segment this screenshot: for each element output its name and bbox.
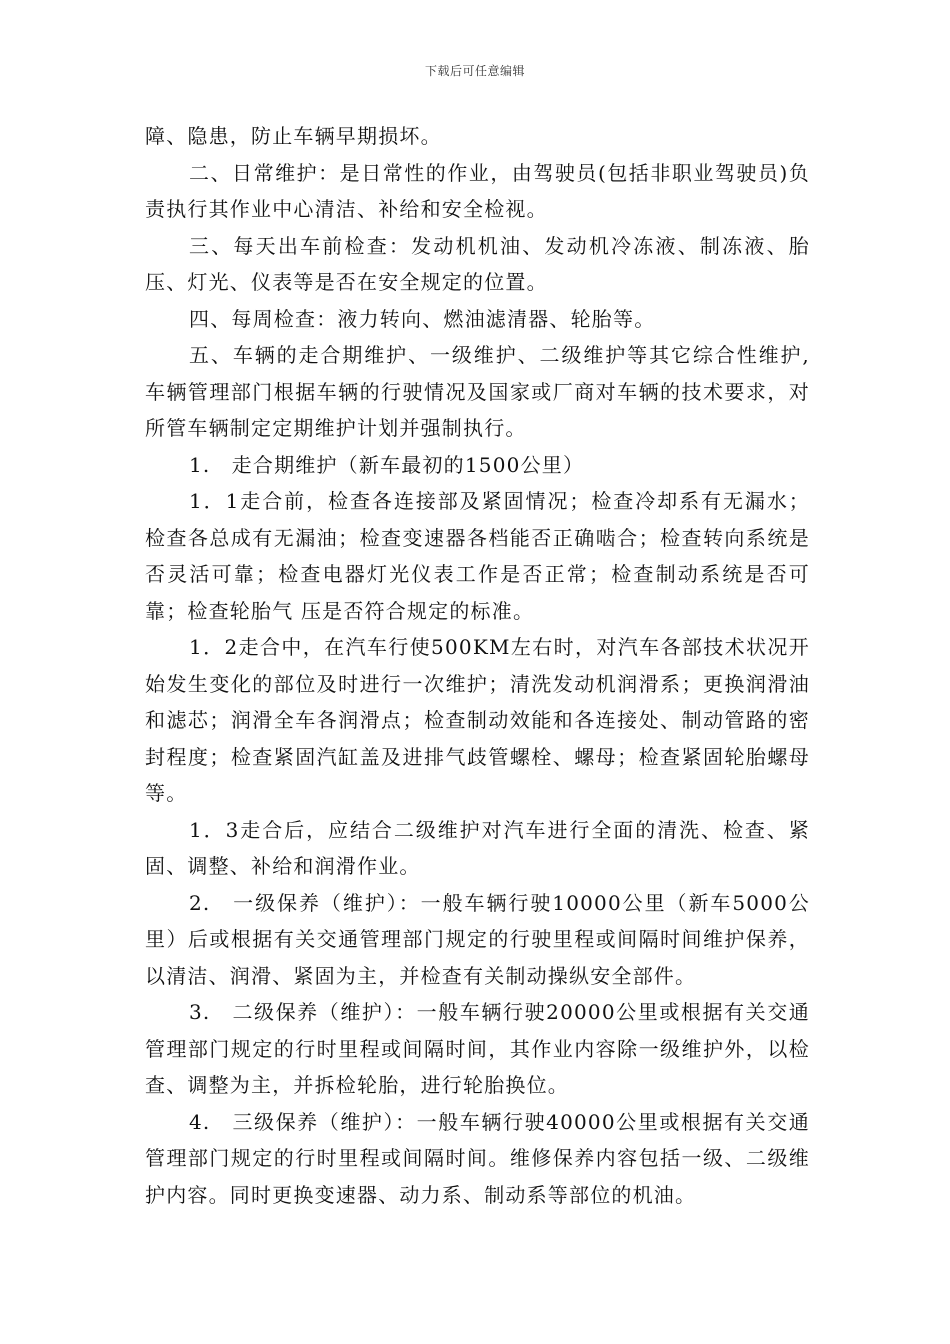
paragraph: 四、每周检查：液力转向、燃油滤清器、轮胎等。	[189, 306, 656, 331]
paragraph: 二、日常维护：是日常性的作业，由驾驶员(包括非职业驾驶员)负责执行其作业中心清洁、补给和安全检视。	[145, 160, 810, 221]
paragraph: 3. 二级保养（维护）：一般车辆行驶20000公里或根据有关交通管理部门规定的行时里程或间隔时间，其作业内容除一级维护外，以检查、调整为主，并拆检轮胎，进行轮胎换位。	[145, 1000, 810, 1097]
paragraph: 1. 走合期维护（新车最初的1500公里）	[189, 452, 585, 477]
paragraph: 2. 一级保养（维护）：一般车辆行驶10000公里（新车5000公里）后或根据有关交通管理部门规定的行驶里程或间隔时间维护保养，以清洁、润滑、紧固为主，并检查有关制动操纵安全部件。	[145, 890, 810, 988]
header-note: 下载后可任意编辑	[424, 64, 525, 78]
document-body	[145, 118, 810, 1213]
paragraph: 1．3走合后，应结合二级维护对汽车进行全面的清洗、检查、紧固、调整、补给和润滑作业。	[145, 817, 810, 878]
paragraph: 4. 三级保养（维护）：一般车辆行驶40000公里或根据有关交通管理部门规定的行时里程或间隔时间。维修保养内容包括一级、二级维护内容。同时更换变速器、动力系、制动系等部位的机油。	[145, 1109, 810, 1207]
paragraph: 障、隐患，防止车辆早期损坏。	[145, 124, 442, 148]
paragraph: 五、车辆的走合期维护、一级维护、二级维护等其它综合性维护,车辆管理部门根据车辆的行驶情况及国家或厂商对车辆的技术要求，对所管车辆制定定期维护计划并强制执行。	[145, 343, 810, 440]
paragraph: 1．2走合中，在汽车行使500KM左右时，对汽车各部技术状况开始发生变化的部位及时进行一次维护；清洗发动机润滑系；更换润滑油和滤芯；润滑全车各润滑点；检查制动效能和各连接处、制动管路的密封程度；检查紧固汽缸盖及进排气歧管螺栓、螺母；检查紧固轮胎螺母等。	[145, 635, 810, 805]
paragraph: 三、每天出车前检查：发动机机油、发动机冷冻液、制冻液、胎压、灯光、仪表等是否在安全规定的位置。	[145, 233, 810, 294]
paragraph: 1．1走合前，检查各连接部及紧固情况；检查冷却系有无漏水；检查各总成有无漏油；检查变速器各档能否正确啮合；检查转向系统是否灵活可靠；检查电器灯光仪表工作是否正常；检查制动系统是否可靠；检查轮胎气 压是否符合规定的标准。	[145, 489, 810, 623]
